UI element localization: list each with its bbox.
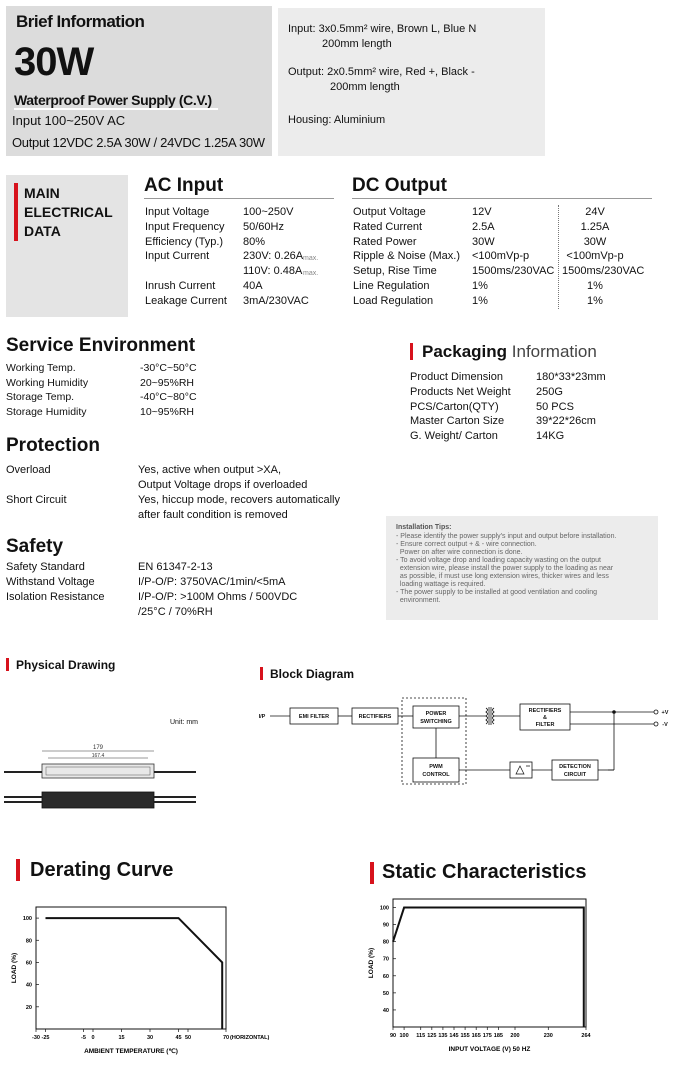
brief-input-line: Input 100~250V AC [12,113,126,128]
wire-input-b: 200mm length [322,38,392,50]
packaging-title-light: Information [511,342,597,361]
x-tick-label: 185 [493,1033,503,1039]
vminus-label: -V [662,722,668,728]
pwm-label: PWM [429,764,443,770]
x-tick-label: 30 [146,1035,154,1041]
packaging-row-value: 180*33*23mm [536,371,606,383]
y-tick-label: 80 [382,939,389,946]
main-electrical-line1: MAIN [24,185,60,201]
safety-row-label: Withstand Voltage [6,576,95,588]
dc-row-12v: 2.5A [472,220,495,233]
y-tick-label: 90 [382,922,389,929]
ac-row-label: Input Frequency [145,220,225,233]
x-tick-label: 115 [416,1033,426,1039]
dc-row-12v: 12V [472,206,492,218]
safety-row-value: I/P-O/P: 3750VAC/1min/<5mA [138,576,286,588]
service-row-value: -40°C~80°C [140,391,197,403]
x-tick-label: 264 [581,1033,591,1039]
housing-top-view [42,764,154,778]
dc-row-label: Rated Current [353,220,423,233]
dc-row-12v: 30W [472,235,495,248]
dc-row-24v: <100mVp-p [566,250,624,263]
dc-output-column-divider [558,205,559,309]
wire-input-a: Input: 3x0.5mm² wire, Brown L, Blue N [288,23,477,35]
y-tick-label: 70 [382,956,389,963]
series-line [393,908,584,1027]
y-tick-label: 80 [25,938,32,945]
dc-row-24v: 1% [587,294,603,307]
main-electrical-line3: DATA [24,223,61,239]
x-tick-label: 165 [471,1033,481,1039]
safety-title: Safety [6,536,64,557]
tip-line: as possible, if must use long extension wires, thicker wires and less [396,573,609,580]
detection-label: DETECTION [559,764,591,770]
overload-label: Overload [6,464,51,476]
rf-label-2: & [543,715,547,721]
optocoupler-box [510,762,532,778]
x-axis-orientation: (HORIZONTAL) [230,1035,270,1041]
brief-watt: 30W [14,40,94,84]
x-tick-label: 15 [118,1035,125,1041]
y-tick-label: 60 [382,973,389,980]
y-axis-label: LOAD (%) [11,952,18,984]
static-title: Static Characteristics [382,861,587,883]
dc-row-label: Load Regulation [353,294,434,307]
brief-info-panel [6,6,272,156]
x-tick-label: 100 [399,1033,409,1039]
dc-row-label: Output Voltage [353,206,426,218]
tips-title: Installation Tips: [396,524,452,531]
x-tick-label: 145 [449,1033,459,1039]
x-tick-label: 155 [460,1033,470,1039]
emi-label: EMI FILTER [298,714,330,720]
x-tick-label: -5 [81,1035,86,1041]
dc-row-24v: 1.25A [580,220,610,233]
x-tick-label: -25 [41,1035,50,1041]
ac-row-note: max. [303,255,319,263]
safety-row-label: Safety Standard [6,561,85,573]
dc-row-12v: 1500ms/230VAC [472,265,555,278]
main-electrical-box [6,175,128,317]
x-tick-label: -30 [32,1035,40,1041]
ac-row-value: 3mA/230VAC [243,294,309,307]
ac-row-value: 230V: 0.26A [243,250,304,263]
y-tick-label: 50 [382,990,389,997]
ac-row-value: 110V: 0.48A [243,265,303,278]
dc-row-24v: 30W [583,235,607,248]
x-tick-label: 45 [175,1035,182,1041]
physical-accent [6,658,9,671]
protection-title: Protection [6,435,100,456]
dc-row-label: Rated Power [353,235,417,248]
packaging-title-bold: Packaging [422,342,508,361]
packaging-accent [410,343,413,360]
x-tick-label: 0 [91,1035,95,1041]
service-row-value: 20~95%RH [140,376,194,389]
dc-row-12v: 1% [472,294,488,307]
dc-row-12v: 1% [472,280,488,292]
service-title: Service Environment [6,335,196,356]
x-axis-label: AMBIENT TEMPERATURE (℃) [84,1048,178,1055]
block-accent [260,667,263,680]
block-diagram [248,694,674,790]
tip-line: - The power supply to be installed at good ventilation and cooling [396,589,598,596]
tips-list [396,533,616,605]
dc-output-title: DC Output [352,175,447,196]
static-chart [360,895,620,1060]
short-circuit-text-2: after fault condition is removed [138,509,288,521]
short-circuit-text-1: Yes, hiccup mode, recovers automatically [138,494,340,506]
tip-line: extension wire, please install the power supply to the loading as near [396,565,614,572]
vplus-label: +V [661,710,669,716]
dc-output-divider [352,198,652,199]
housing-text: Housing: Aluminium [288,114,386,126]
control-label: CONTROL [422,772,450,778]
physical-unit: Unit: mm [170,719,198,726]
housing-side-view [42,792,154,808]
dc-row-24v: 24V [585,206,605,218]
x-axis-label: INPUT VOLTAGE (V) 50 HZ [448,1046,531,1053]
x-tick-label: 70 [222,1035,230,1041]
ac-row-label: Inrush Current [145,280,216,292]
tip-line: - Please identify the power supply's input and output before installation. [396,533,617,540]
overload-text-2: Output Voltage drops if overloaded [138,479,308,491]
service-row-label: Working Humidity [6,376,89,389]
service-row-label: Storage Humidity [6,405,87,418]
ac-row-value: 40A [243,280,263,292]
ac-row-label: Efficiency (Typ.) [145,235,224,248]
derating-accent [16,859,20,881]
packaging-row-label: Master Carton Size [410,415,505,428]
packaging-row-value: 50 PCS [536,400,574,413]
safety-extra: /25°C / 70%RH [138,606,213,618]
y-tick-label: 20 [25,1004,32,1011]
installation-tips-box [386,516,658,620]
x-tick-label: 90 [389,1033,397,1039]
ac-row-value: 80% [243,235,266,248]
x-tick-label: 135 [438,1033,448,1039]
wire-output-b: 200mm length [330,81,400,93]
y-axis-label: LOAD (%) [368,947,375,979]
ac-row-label: Leakage Current [145,294,227,307]
derating-chart [0,895,290,1060]
y-tick-label: 60 [25,960,32,967]
tip-line: loading wattage is required. [396,581,486,588]
ip-label: I/P [258,714,266,720]
rectifiers-label: RECTIFIERS [358,714,392,720]
physical-title: Physical Drawing [16,658,116,672]
short-circuit-label: Short Circuit [6,494,67,506]
service-row-label: Working Temp. [6,362,76,374]
plot-frame [36,907,226,1029]
tip-line: Power on after wire connection is done. [396,549,523,556]
x-tick-label: 200 [510,1033,520,1039]
safety-row-label: Isolation Resistance [6,591,105,603]
packaging-row-value: 14KG [536,430,565,443]
dc-row-24v: 1500ms/230VAC [562,265,645,278]
main-electrical-line2: ELECTRICAL [24,204,113,220]
tip-line: - To avoid voltage drop and loading capacity wasting on the output [396,557,601,564]
ac-row-note: max. [303,270,319,278]
y-tick-label: 100 [22,916,32,923]
rf-label-3: FILTER [535,722,555,728]
ac-row-value: 100~250V [243,206,294,218]
packaging-row-value: 250G [536,385,563,398]
ac-input-divider [144,198,334,199]
ac-row-label: Input Current [145,250,210,263]
dc-row-12v: <100mVp-p [472,250,530,263]
tip-line: environment. [396,597,441,604]
y-tick-label: 40 [382,1007,389,1014]
x-tick-label: 50 [184,1035,192,1041]
circuit-label: CIRCUIT [563,772,587,778]
brief-subtitle: Waterproof Power Supply (C.V.) [14,92,218,110]
dim-total: 179 [92,745,104,751]
brief-wire-panel [278,8,545,156]
brief-heading: Brief Information [16,12,145,31]
brief-output-line: Output 12VDC 2.5A 30W / 24VDC 1.25A 30W [12,135,265,150]
dc-row-label: Line Regulation [353,280,430,292]
wire-output-a: Output: 2x0.5mm² wire, Red +, Black - [288,66,475,78]
packaging-row-label: Products Net Weight [410,385,511,398]
plot-frame [393,899,586,1027]
switching-label: SWITCHING [420,719,452,725]
ac-input-title: AC Input [144,175,224,196]
ac-row-label: Input Voltage [145,206,210,218]
series-line [46,918,223,1029]
packaging-row-value: 39*22*26cm [536,415,596,428]
y-tick-label: 100 [379,905,389,912]
x-tick-label: 125 [427,1033,437,1039]
tip-line: - Ensure correct output + & - wire connection. [396,541,537,548]
service-row-value: 10~95%RH [140,405,194,418]
x-tick-label: 230 [543,1033,553,1039]
dc-row-label: Setup, Rise Time [353,265,437,278]
packaging-row-label: G. Weight/ Carton [410,430,498,443]
service-row-label: Storage Temp. [6,391,75,403]
dc-row-label: Ripple & Noise (Max.) [353,250,460,263]
derating-title: Derating Curve [30,859,174,881]
safety-row-value: I/P-O/P: >100M Ohms / 500VDC [138,591,298,603]
static-accent [370,862,374,884]
dim-inner: 167.4 [91,753,105,759]
pwm-control-box [413,758,459,782]
power-label: POWER [425,711,447,717]
safety-row-value: EN 61347-2-13 [138,561,213,573]
y-tick-label: 40 [25,982,32,989]
physical-drawing [0,730,225,815]
rf-label-1: RECTIFIERS [528,708,562,714]
main-electrical-accent [14,183,18,241]
packaging-row-label: PCS/Carton(QTY) [410,400,499,413]
x-tick-label: 175 [482,1033,492,1039]
overload-text-1: Yes, active when output >XA, [138,464,281,476]
service-row-value: -30°C~50°C [140,362,197,374]
dc-row-24v: 1% [587,280,603,292]
block-title: Block Diagram [270,667,355,681]
packaging-row-label: Product Dimension [410,371,503,383]
ac-row-value: 50/60Hz [243,220,284,233]
